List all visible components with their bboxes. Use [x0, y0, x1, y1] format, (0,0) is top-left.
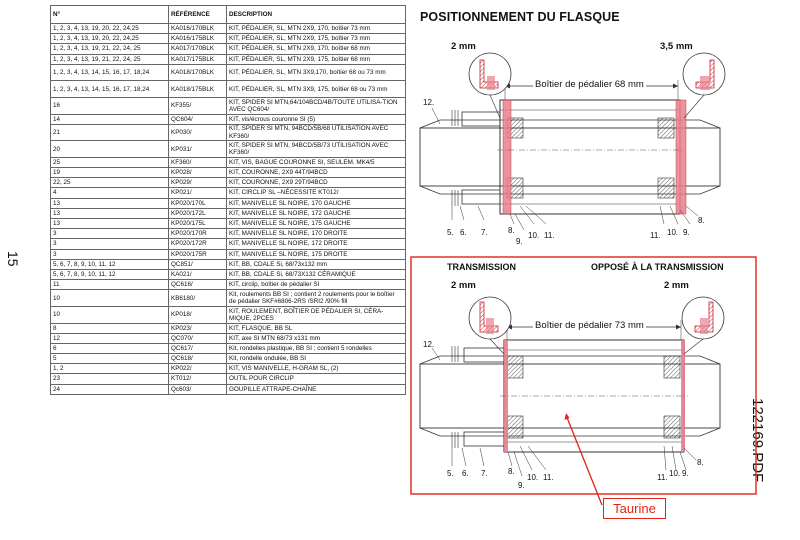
cell-description: KIT, MANIVELLE SL NOIRE, 175 DROITE — [227, 249, 406, 259]
top-callout-8: 8. — [508, 226, 515, 235]
bottom-callout-11: 11. — [543, 473, 554, 482]
cell-description: KIT, MANIVELLE SL NOIRE, 170 DROITE — [227, 229, 406, 239]
cell-reference: KP021/ — [169, 188, 227, 198]
cell-description: KIT, BB, CDALE Si, 68/73x132 mm — [227, 259, 406, 269]
cell-description: KIT, MANIVELLE SL NOIRE, 175 GAUCHE — [227, 219, 406, 229]
cell-number: 5, 6, 7, 8, 9, 10, 11, 12 — [51, 259, 169, 269]
cell-reference: KP020/175R — [169, 249, 227, 259]
cell-number: 4 — [51, 188, 169, 198]
cell-description: KIT, VIS MANIVELLE, H-GRAM SL, (2) — [227, 364, 406, 374]
cell-reference: QC616/ — [169, 280, 227, 290]
cell-number: 20 — [51, 141, 169, 158]
cell-description: KIT, PÉDALIER, SL, MTN 2X9, 170, boîtier 68 mm — [227, 44, 406, 54]
bottom-bb-label: Boîtier de pédalier 73 mm — [535, 320, 644, 331]
cell-description: KIT, circlip, boîtier de pédalier SI — [227, 280, 406, 290]
col-header-reference: RÉFÉRENCE — [169, 6, 227, 24]
top-callout-11-right: 11. — [650, 231, 661, 240]
label-opposite-transmission: OPPOSÉ À LA TRANSMISSION — [591, 262, 724, 272]
cell-reference: QC617/ — [169, 343, 227, 353]
bottom-callout-12: 12. — [423, 340, 435, 349]
cell-description: Kit, rondelle ondulée, BB SI — [227, 354, 406, 364]
col-header-description: DESCRIPTION — [227, 6, 406, 24]
cell-reference: KA016/175BLK — [169, 34, 227, 44]
cell-number: 19 — [51, 168, 169, 178]
cell-description: KIT, COURONNE, 2X9 44T/94BCD — [227, 168, 406, 178]
bottom-dim-right: 2 mm — [664, 280, 689, 291]
cell-description: KIT, SPIDER SI MTN,64/104BCD/4B/TOUTE UTILISA-TION AVEC QC604/ — [227, 97, 406, 114]
cell-description: KIT, BB, CDALE Si, 68/73X132 CÉRAMIQUE — [227, 269, 406, 279]
cell-description: KIT, vis/écrous couronne SI (5) — [227, 114, 406, 124]
cell-description: KIT, CIRCLIP SL –NÉCESSITE KT012/ — [227, 188, 406, 198]
diagram-title: POSITIONNEMENT DU FLASQUE — [420, 10, 620, 24]
cell-description: KIT, PÉDALIER, SL, MTN 3X9, 175, boîtier 68 ou 73 mm — [227, 81, 406, 98]
cell-reference: KA017/175BLK — [169, 54, 227, 64]
cell-description: KIT, PÉDALIER, SL, MTN 2X9, 170, boîtier 73 mm — [227, 24, 406, 34]
top-callout-12: 12. — [423, 98, 435, 107]
cell-number: 1, 2, 3, 4, 13, 14, 15, 16, 17, 18,24 — [51, 64, 169, 81]
cell-description: KIT, COURONNE, 2X9 29T/94BCD — [227, 178, 406, 188]
cell-reference: KA016/170BLK — [169, 24, 227, 34]
cell-number: 1, 2 — [51, 364, 169, 374]
cell-number: 6 — [51, 343, 169, 353]
cell-reference: KF355/ — [169, 97, 227, 114]
bottom-callout-9-right: 9. — [682, 469, 689, 478]
top-callout-5: 5. — [447, 228, 454, 237]
top-dim-left: 2 mm — [451, 41, 476, 52]
cell-reference: QC618/ — [169, 354, 227, 364]
cell-number: 22, 25 — [51, 178, 169, 188]
page-number: 15 — [5, 251, 21, 267]
cell-description: Kit, rondelles plastique, BB SI ; contient 5 rondelles — [227, 343, 406, 353]
top-callout-8-right: 8. — [698, 216, 705, 225]
col-header-number: N° — [51, 6, 169, 24]
bottom-callout-7: 7. — [481, 469, 488, 478]
cell-reference: QC604/ — [169, 114, 227, 124]
cell-description: KIT, MANIVELLE SL NOIRE, 172 GAUCHE — [227, 208, 406, 218]
bottom-callout-11-right: 11. — [657, 473, 668, 482]
cell-reference: KT012/ — [169, 374, 227, 384]
cell-reference: KP030/ — [169, 124, 227, 141]
top-callout-9-right: 9. — [683, 228, 690, 237]
cell-description: KIT, VIS, BAGUE COURONNE SI, SEULEM. MK4/5 — [227, 157, 406, 167]
cell-reference: QC851/ — [169, 259, 227, 269]
cell-description: KIT, SPIDER SI MTN, 94BCD/5B/73 UTILISATION AVEC KF360/ — [227, 141, 406, 158]
cell-number: 14 — [51, 114, 169, 124]
cell-reference: QC070/ — [169, 333, 227, 343]
cell-description: KIT, PÉDALIER, SL, MTN 2X9, 175, boîtier 68 mm — [227, 54, 406, 64]
bottom-dim-left: 2 mm — [451, 280, 476, 291]
cell-number: 1, 2, 3, 4, 13, 19, 21, 22, 24, 25 — [51, 44, 169, 54]
cell-reference: Qc603/ — [169, 384, 227, 394]
cell-number: 12 — [51, 333, 169, 343]
cell-number: 1, 2, 3, 4, 13, 19, 20, 22, 24,25 — [51, 34, 169, 44]
cell-number: 21 — [51, 124, 169, 141]
cell-reference: KP031/ — [169, 141, 227, 158]
bottom-callout-8: 8. — [508, 467, 515, 476]
bottom-callout-5: 5. — [447, 469, 454, 478]
cell-description: KIT, PÉDALIER, SL, MTN 2X9, 175, boîtier 73 mm — [227, 34, 406, 44]
cell-description: Kit, roulements BB SI ; contient 2 roulements pour le boîtier de pédalier SKF#6806-2RS /SRI2 /90% fill — [227, 290, 406, 307]
cell-number: 3 — [51, 249, 169, 259]
cell-description: KIT, axe SI MTN 68/73 x131 mm — [227, 333, 406, 343]
cell-number: 5, 6, 7, 8, 9, 10, 11, 12 — [51, 269, 169, 279]
top-callout-9: 9. — [516, 237, 523, 246]
cell-description: KIT, FLASQUE, BB SL — [227, 323, 406, 333]
bottom-callout-10: 10. — [527, 473, 539, 482]
cell-number: 24 — [51, 384, 169, 394]
cell-description: OUTIL POUR CIRCLIP — [227, 374, 406, 384]
cell-description: KIT, MANIVELLE SL NOIRE, 170 GAUCHE — [227, 198, 406, 208]
cell-reference: KP020/170R — [169, 229, 227, 239]
cell-number: 10 — [51, 306, 169, 323]
top-dim-right: 3,5 mm — [660, 41, 693, 52]
cell-description: KIT, MANIVELLE SL NOIRE, 172 DROITE — [227, 239, 406, 249]
bottom-callout-9: 9. — [518, 481, 525, 490]
top-callout-11: 11. — [544, 231, 555, 240]
cell-reference: KP020/175L — [169, 219, 227, 229]
cell-number: 3 — [51, 239, 169, 249]
top-callout-10: 10. — [528, 231, 540, 240]
cell-reference: KP023/ — [169, 323, 227, 333]
cell-reference: KA017/170BLK — [169, 44, 227, 54]
label-transmission: TRANSMISSION — [447, 262, 517, 272]
top-callout-7: 7. — [481, 228, 488, 237]
top-callout-10-right: 10. — [667, 228, 679, 237]
cell-number: 1, 2, 3, 4, 13, 19, 21, 22, 24, 25 — [51, 54, 169, 64]
cell-reference: KB6180/ — [169, 290, 227, 307]
bottom-callout-10-right: 10. — [669, 469, 681, 478]
cell-reference: KA018/175BLK — [169, 81, 227, 98]
cell-description: GOUPILLE ATTRAPE-CHAÎNE — [227, 384, 406, 394]
cell-reference: KP018/ — [169, 306, 227, 323]
cell-number: 1, 2, 3, 4, 13, 19, 20, 22, 24,25 — [51, 24, 169, 34]
cell-number: 8 — [51, 323, 169, 333]
cell-number: 25 — [51, 157, 169, 167]
cell-description: KIT, ROULEMENT, BOÎTIER DE PÉDALIER SI, CÉRA-MIQUE, 2PCES — [227, 306, 406, 323]
top-bb-label: Boîtier de pédalier 68 mm — [535, 79, 644, 90]
cell-reference: KP020/170L — [169, 198, 227, 208]
cell-number: 13 — [51, 219, 169, 229]
cell-number: 13 — [51, 198, 169, 208]
bottom-callout-6: 6. — [462, 469, 469, 478]
cell-number: 11 — [51, 280, 169, 290]
cell-reference: KP022/ — [169, 364, 227, 374]
cell-number: 1, 2, 3, 4, 13, 14, 15, 16, 17, 18,24 — [51, 81, 169, 98]
cell-reference: KP020/172R — [169, 239, 227, 249]
bottom-callout-8-right: 8. — [697, 458, 704, 467]
cell-reference: KP028/ — [169, 168, 227, 178]
cell-number: 3 — [51, 229, 169, 239]
cell-number: 23 — [51, 374, 169, 384]
cell-description: KIT, PÉDALIER, SL, MTN 3X9,170, boîtier 68 ou 73 mm — [227, 64, 406, 81]
cell-number: 13 — [51, 208, 169, 218]
cell-reference: KP020/172L — [169, 208, 227, 218]
document-id: 122169.PDF — [749, 398, 766, 483]
cell-reference: KA021/ — [169, 269, 227, 279]
cell-number: 10 — [51, 290, 169, 307]
cell-reference: KF360/ — [169, 157, 227, 167]
top-callout-6: 6. — [460, 228, 467, 237]
cell-number: 5 — [51, 354, 169, 364]
taurine-annotation: Taurine — [603, 498, 666, 519]
cell-number: 16 — [51, 97, 169, 114]
taurine-arrow — [566, 415, 602, 505]
cell-reference: KP029/ — [169, 178, 227, 188]
cell-reference: KA018/170BLK — [169, 64, 227, 81]
cell-description: KIT, SPIDER SI MTN, 94BCD/5B/68 UTILISATION AVEC KF360/ — [227, 124, 406, 141]
